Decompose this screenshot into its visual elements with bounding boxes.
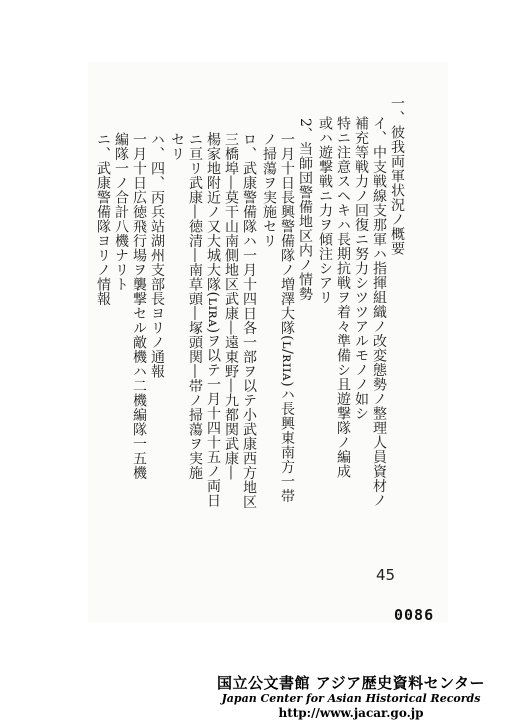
text-column: 三橋埠―莫干山南側地区武康―遠東野―九都関武康― <box>223 132 239 480</box>
text-column: 編隊一ノ合計八機ナリト <box>113 132 129 292</box>
text-column: 一月十日広徳飛行場ヲ襲撃セル敵機ハ二機編隊一五機 <box>131 132 147 480</box>
frame-number: 0086 <box>394 606 435 624</box>
text-column: 一、彼我両軍状況ノ概要 <box>389 96 405 256</box>
text-column: ハ、四、丙兵站湖州支部長ヨリノ通報 <box>149 132 165 379</box>
text-column: ノ掃蕩ヲ実施セリ <box>261 132 277 248</box>
text-column: ニ亘リ武康―徳清―南草頭―塚頭関―帯ノ掃蕩ヲ実施 <box>187 132 203 480</box>
text-column: 或ハ遊撃戦ニ力ヲ傾注シアリ <box>317 116 333 305</box>
text-column: 楊家地附近ノ又大城大隊(ʟɪʀᴀ)ヲ以テ一月十四十五ノ両日 <box>205 132 221 508</box>
text-column: セリ <box>169 132 185 161</box>
text-column: ロ、武康警備隊ハ一月十四日各一部ヲ以テ小武康西方地区 <box>241 132 257 509</box>
archive-name-jp: 国立公文書館 アジア歴史資料センター <box>216 674 486 692</box>
text-column: イ、中支戦線支那軍ハ指揮組織ノ改変態勢ノ整理人員資材ノ <box>371 116 387 508</box>
archive-name-en: Japan Center for Asian Historical Records <box>221 692 481 705</box>
text-column: 補充等戦力ノ回復ニ努力シツツアルモノノ如シ <box>353 116 369 421</box>
text-column: 特ニ注意スヘキハ長期抗戦ヲ着々準備シ且遊撃隊ノ編成 <box>335 116 351 479</box>
page-number: 45 <box>376 566 396 584</box>
text-column: 2、当師団警備地区内ノ情勢 <box>297 118 313 302</box>
text-column: ニ、武康警備隊ヨリノ情報 <box>95 132 111 306</box>
text-column: 一月十日長興警備隊ノ増澤大隊(ʟ/ʀɪɪᴀ)ハ長興東南方一帯 <box>279 132 295 504</box>
archive-url: http://www.jacar.go.jp <box>278 706 424 720</box>
document-page <box>88 62 448 622</box>
archive-footer <box>196 674 506 721</box>
